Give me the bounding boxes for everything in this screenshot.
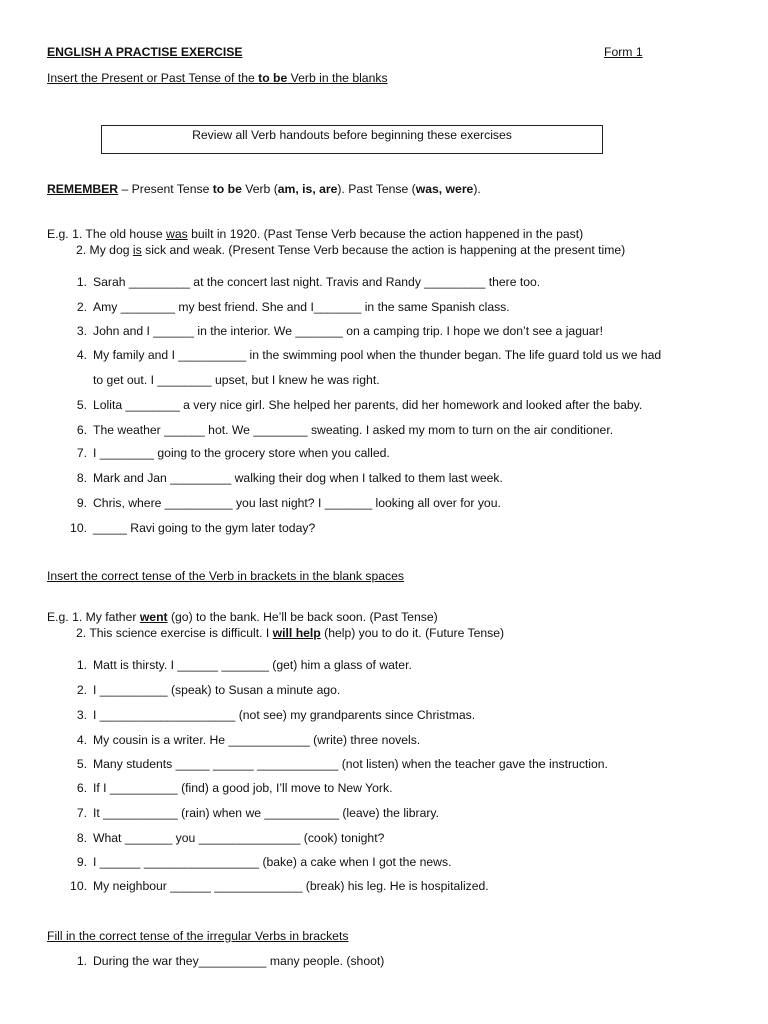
exercise-item: During the war they__________ many people. (shoot) — [93, 954, 385, 968]
item-number: 4. — [76, 348, 87, 362]
exercise-item: It ___________ (rain) when we ___________ (leave) the library. — [93, 806, 439, 820]
exercise-item: What _______ you _______________ (cook) tonight? — [93, 831, 385, 845]
section2-example-1: E.g. 1. My father went (go) to the bank. He’ll be back soon. (Past Tense) — [47, 610, 438, 624]
exercise-item: Many students _____ ______ ____________ (not listen) when the teacher gave the instruction. — [93, 757, 608, 771]
exercise-item: My cousin is a writer. He ____________ (write) three novels. — [93, 733, 421, 747]
item-number: 8. — [76, 831, 87, 845]
item-number: 10. — [70, 879, 87, 893]
section2-example-2: 2. This science exercise is difficult. I will help (help) you to do it. (Future Tense) — [76, 626, 505, 640]
item-number: 5. — [76, 398, 87, 412]
section1-example-2: 2. My dog is sick and weak. (Present Tense Verb because the action is happening at the present time) — [76, 243, 626, 257]
exercise-item: I ______ _________________ (bake) a cake when I got the news. — [93, 855, 452, 869]
section3-heading: Fill in the correct tense of the irregular Verbs in brackets — [47, 929, 349, 943]
item-number: 5. — [76, 757, 87, 771]
item-number: 9. — [76, 855, 87, 869]
item-number: 2. — [76, 300, 87, 314]
remember-note: REMEMBER – Present Tense to be Verb (am, is, are). Past Tense (was, were). — [47, 182, 481, 196]
review-notice-box — [101, 125, 603, 154]
item-number: 6. — [76, 781, 87, 795]
exercise-item: My family and I __________ in the swimming pool when the thunder began. The life guard told us we had — [93, 348, 662, 362]
review-notice-text: Review all Verb handouts before beginning these exercises — [192, 128, 512, 142]
item-number: 6. — [76, 423, 87, 437]
exercise-item: Chris, where __________ you last night? I _______ looking all over for you. — [93, 496, 501, 510]
item-number: 4. — [76, 733, 87, 747]
exercise-item: Amy ________ my best friend. She and I_______ in the same Spanish class. — [93, 300, 510, 314]
exercise-item: Sarah _________ at the concert last night. Travis and Randy _________ there too. — [93, 275, 541, 289]
exercise-item: Matt is thirsty. I ______ _______ (get) him a glass of water. — [93, 658, 412, 672]
form-label: Form 1 — [604, 45, 643, 59]
item-number: 1. — [76, 658, 87, 672]
item-number: 3. — [76, 324, 87, 338]
item-number: 1. — [76, 275, 87, 289]
exercise-item: to get out. I ________ upset, but I knew he was right. — [93, 373, 380, 387]
item-number: 3. — [76, 708, 87, 722]
exercise-item: _____ Ravi going to the gym later today? — [93, 521, 316, 535]
section1-example-1: E.g. 1. The old house was built in 1920. (Past Tense Verb because the action happened in the past) — [47, 227, 584, 241]
section1-instruction: Insert the Present or Past Tense of the to be Verb in the blanks — [47, 71, 388, 85]
item-number: 10. — [70, 521, 87, 535]
item-number: 1. — [76, 954, 87, 968]
exercise-item: I ________ going to the grocery store when you called. — [93, 446, 390, 460]
exercise-item: If I __________ (find) a good job, I’ll move to New York. — [93, 781, 393, 795]
exercise-item: John and I ______ in the interior. We _______ on a camping trip. I hope we don’t see a jaguar! — [93, 324, 603, 338]
exercise-item: My neighbour ______ _____________ (break) his leg. He is hospitalized. — [93, 879, 489, 893]
item-number: 9. — [76, 496, 87, 510]
exercise-item: Lolita ________ a very nice girl. She helped her parents, did her homework and looked after the baby. — [93, 398, 643, 412]
section2-heading: Insert the correct tense of the Verb in brackets in the blank spaces — [47, 569, 405, 583]
exercise-item: The weather ______ hot. We ________ sweating. I asked my mom to turn on the air conditioner. — [93, 423, 614, 437]
item-number: 8. — [76, 471, 87, 485]
item-number: 2. — [76, 683, 87, 697]
exercise-item: I ____________________ (not see) my grandparents since Christmas. — [93, 708, 476, 722]
item-number: 7. — [76, 806, 87, 820]
document-title: ENGLISH A PRACTISE EXERCISE — [47, 45, 243, 59]
exercise-item: I __________ (speak) to Susan a minute ago. — [93, 683, 341, 697]
exercise-item: Mark and Jan _________ walking their dog when I talked to them last week. — [93, 471, 503, 485]
item-number: 7. — [76, 446, 87, 460]
